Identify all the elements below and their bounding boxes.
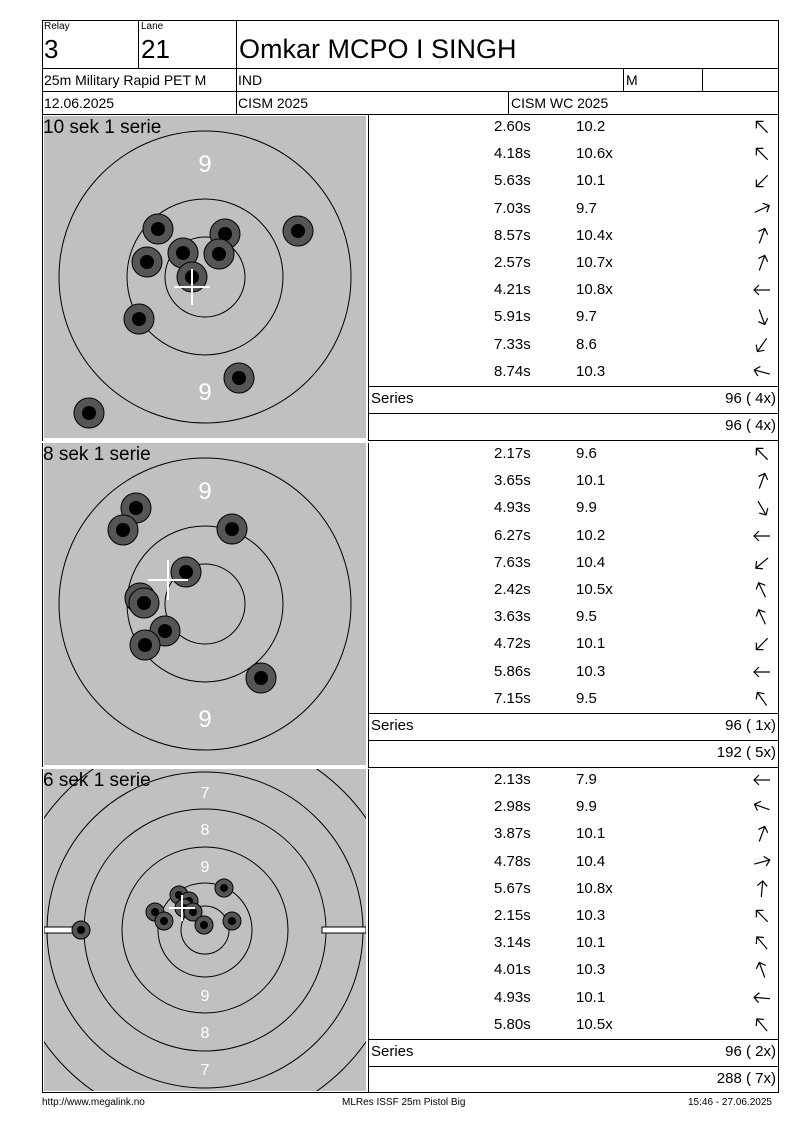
series-total: 96 ( 4x) (725, 390, 776, 407)
shot-time: 2.42s (494, 581, 531, 598)
shot-row (370, 114, 779, 141)
shot-time: 2.17s (494, 445, 531, 462)
direction-arrow-icon (752, 362, 772, 382)
header-divider (138, 20, 139, 68)
shot-row (370, 686, 779, 713)
header-divider (702, 68, 703, 91)
shot-row (370, 849, 779, 876)
shot-time: 7.63s (494, 553, 531, 571)
shot-score: 10.5x (576, 581, 613, 598)
footer-url: http://www.megalink.no (42, 1097, 145, 1108)
series-total: 96 ( 2x) (725, 1043, 776, 1060)
running-total: 96 ( 4x) (725, 417, 776, 434)
shot-score: 10.4 (576, 852, 606, 870)
series-label: Series (371, 717, 414, 734)
shot-score: 10.1 (576, 172, 606, 190)
shot-time: 2.15s (494, 907, 531, 924)
shot-row (370, 468, 779, 495)
series-title: 6 sek 1 serie (43, 770, 151, 791)
direction-arrow-icon (752, 960, 772, 980)
direction-arrow-icon (752, 526, 772, 546)
series-total-row (370, 386, 779, 412)
shot-time: 3.63s (494, 608, 531, 626)
shot-score: 10.2 (576, 118, 606, 135)
gender: M (626, 72, 638, 88)
competition: CISM 2025 (238, 95, 309, 111)
column-divider (368, 114, 369, 1093)
direction-arrow-icon (752, 689, 772, 709)
direction-arrow-icon (752, 226, 772, 246)
shot-row (370, 876, 779, 903)
shot-score: 10.1 (576, 934, 606, 952)
running-total-row (370, 413, 779, 439)
shot-score: 10.1 (576, 635, 606, 653)
ring-label: 8 (200, 822, 210, 839)
shot-score: 10.7x (576, 254, 613, 271)
direction-arrow-icon (752, 498, 772, 518)
shot-row (370, 1012, 779, 1039)
shot-score: 7.9 (576, 771, 597, 788)
shot-time: 4.78s (494, 852, 531, 870)
event-name: 25m Military Rapid PET M (44, 72, 207, 88)
shot-score: 10.3 (576, 362, 606, 380)
shot-time: 4.72s (494, 635, 531, 653)
shot-score: 8.6 (576, 335, 597, 353)
direction-arrow-icon (752, 1015, 772, 1035)
shot-row (370, 196, 779, 223)
direction-arrow-icon (752, 444, 772, 464)
running-total: 288 ( 7x) (716, 1070, 776, 1087)
shot-row (370, 523, 779, 550)
shot-row (370, 821, 779, 848)
shot-row (370, 930, 779, 957)
shot-score: 9.9 (576, 798, 597, 816)
target-series-1 (44, 116, 366, 438)
ring-label: 8 (200, 1025, 210, 1042)
shot-time: 4.93s (494, 499, 531, 517)
direction-arrow-icon (752, 117, 772, 137)
shot-time: 2.57s (494, 254, 531, 271)
running-total-row (370, 740, 779, 766)
direction-arrow-icon (752, 852, 772, 872)
shot-time: 4.01s (494, 961, 531, 979)
direction-arrow-icon (752, 280, 772, 300)
shot-score: 9.9 (576, 499, 597, 517)
lane-label: Lane (141, 21, 164, 32)
shot-score: 9.6 (576, 445, 597, 462)
shot-row (370, 631, 779, 658)
shot-score: 10.1 (576, 472, 606, 490)
shot-score: 10.8x (576, 281, 613, 299)
shot-score: 9.7 (576, 308, 597, 326)
shot-score: 9.7 (576, 199, 597, 217)
shot-row (370, 604, 779, 631)
relay-label: Relay (44, 21, 70, 32)
date: 12.06.2025 (44, 95, 115, 111)
shot-score: 9.5 (576, 608, 597, 626)
shot-time: 7.03s (494, 199, 531, 217)
target-series-3 (44, 769, 366, 1091)
header-divider (42, 68, 779, 69)
direction-arrow-icon (752, 580, 772, 600)
championship: CISM WC 2025 (511, 95, 609, 111)
direction-arrow-icon (752, 933, 772, 953)
direction-arrow-icon (752, 199, 772, 219)
direction-arrow-icon (752, 307, 772, 327)
series-label: Series (371, 390, 414, 407)
direction-arrow-icon (752, 879, 772, 899)
series-total-row (370, 1039, 779, 1065)
header-divider (42, 91, 779, 92)
direction-arrow-icon (752, 471, 772, 491)
shot-time: 5.86s (494, 662, 531, 680)
shot-row (370, 577, 779, 604)
shot-row (370, 659, 779, 686)
ring-label: 9 (198, 706, 212, 733)
shot-time: 5.80s (494, 1015, 531, 1033)
shot-row (370, 141, 779, 168)
direction-arrow-icon (752, 662, 772, 682)
relay-value: 3 (44, 34, 59, 64)
header-divider (623, 68, 624, 91)
shot-time: 8.57s (494, 226, 531, 244)
series-label: Series (371, 1043, 414, 1060)
shot-score: 10.6x (576, 145, 613, 163)
series-total: 96 ( 1x) (725, 717, 776, 734)
shot-row (370, 495, 779, 522)
shot-time: 4.18s (494, 145, 531, 163)
shot-row (370, 277, 779, 304)
shot-time: 2.60s (494, 118, 531, 135)
shot-time: 4.21s (494, 281, 531, 299)
ring-label: 9 (200, 988, 210, 1005)
shot-time: 2.98s (494, 798, 531, 816)
shot-score: 10.1 (576, 825, 606, 843)
series-title: 10 sek 1 serie (43, 117, 162, 138)
ring-label: 9 (198, 379, 212, 406)
direction-arrow-icon (752, 553, 772, 573)
shot-time: 5.91s (494, 308, 531, 326)
shot-time: 7.15s (494, 689, 531, 707)
direction-arrow-icon (752, 171, 772, 191)
shot-score: 10.3 (576, 907, 606, 924)
shot-row (370, 168, 779, 195)
shot-row (370, 767, 779, 794)
shot-time: 3.65s (494, 472, 531, 490)
shot-score: 10.8x (576, 879, 613, 897)
shot-score: 10.3 (576, 961, 606, 979)
direction-arrow-icon (752, 634, 772, 654)
running-total: 192 ( 5x) (716, 744, 776, 761)
direction-arrow-icon (752, 770, 772, 790)
shot-row (370, 359, 779, 386)
series-total-row (370, 713, 779, 739)
series-gap (42, 767, 369, 769)
shot-score: 10.2 (576, 526, 606, 544)
direction-arrow-icon (752, 144, 772, 164)
footer-software: MLRes ISSF 25m Pistol Big (342, 1097, 466, 1108)
nation: IND (238, 72, 263, 88)
shot-row (370, 441, 779, 468)
shot-row (370, 550, 779, 577)
shot-score: 10.1 (576, 988, 606, 1006)
shot-time: 2.13s (494, 771, 531, 788)
shot-score: 10.4x (576, 226, 613, 244)
shot-time: 6.27s (494, 526, 531, 544)
shot-row (370, 250, 779, 277)
ring-label: 7 (200, 1062, 210, 1079)
shot-time: 3.14s (494, 934, 531, 952)
series-gap (42, 441, 369, 443)
direction-arrow-icon (752, 335, 772, 355)
shot-score: 9.5 (576, 689, 597, 707)
lane-value: 21 (141, 34, 170, 64)
ring-label: 9 (198, 478, 212, 505)
ring-label: 7 (200, 785, 210, 802)
shot-score: 10.5x (576, 1015, 613, 1033)
series-title: 8 sek 1 serie (43, 444, 151, 465)
shot-row (370, 903, 779, 930)
shot-row (370, 985, 779, 1012)
shot-time: 7.33s (494, 335, 531, 353)
target-image (44, 769, 366, 1091)
header-divider (236, 20, 237, 114)
shot-row (370, 332, 779, 359)
shot-time: 3.87s (494, 825, 531, 843)
shot-time: 5.67s (494, 879, 531, 897)
shot-time: 8.74s (494, 362, 531, 380)
shot-time: 5.63s (494, 172, 531, 190)
target-image (44, 116, 366, 438)
ring-label: 9 (200, 859, 210, 876)
shot-score: 10.4 (576, 553, 606, 571)
direction-arrow-icon (752, 607, 772, 627)
target-image (44, 443, 366, 765)
shooter-name: Omkar MCPO I SINGH (239, 34, 517, 64)
shot-time: 4.93s (494, 988, 531, 1006)
running-total-row (370, 1066, 779, 1092)
shot-score: 10.3 (576, 662, 606, 680)
target-series-2 (44, 443, 366, 765)
shot-row (370, 957, 779, 984)
direction-arrow-icon (752, 906, 772, 926)
shot-row (370, 794, 779, 821)
direction-arrow-icon (752, 253, 772, 273)
shot-row (370, 223, 779, 250)
direction-arrow-icon (752, 988, 772, 1008)
footer-timestamp: 15:46 - 27.06.2025 (688, 1097, 772, 1108)
header-divider (508, 91, 509, 114)
direction-arrow-icon (752, 797, 772, 817)
direction-arrow-icon (752, 824, 772, 844)
ring-label: 9 (198, 151, 212, 178)
shot-row (370, 304, 779, 331)
